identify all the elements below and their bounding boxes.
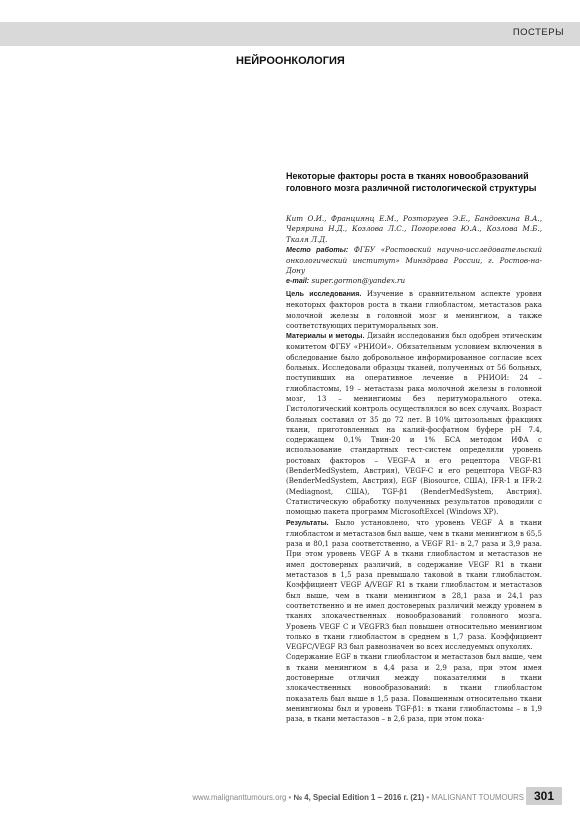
aim-text: Изучение в сравнительном аспекте уровня некоторых факторов роста в ткани глиобластом, метастазов рака молочной железы в головной мозг и менингиом, а также соответствующих перитуморальных зон. (286, 289, 542, 330)
aim-paragraph (286, 289, 542, 331)
footer-separator-1: • (288, 793, 292, 802)
aim-label: Цель исследования. (286, 291, 362, 298)
methods-paragraph (286, 331, 542, 517)
footer-journal: MALIGNANT TOUMOURS (431, 793, 524, 802)
footer-line (192, 793, 524, 802)
article-body (286, 289, 542, 724)
results-label: Результаты. (286, 519, 329, 527)
methods-text: Дизайн исследования был одобрен этическим комитетом ФГБУ «РНИОИ». Обязательным условием включения в обследование было добровольное информированное согласие всех больных. Исследовали образцы тканей, полученных от 56 больных, поступивших на оперативное лечение в РНИОИ: 24 – глиобластомы, 19 – метастазы рака молочной железы в головной мозг, 13 – менингиомы без перитуморального отека. Гистологический контроль осуществлялся во всех случаях. Возраст больных составил от 35 до 72 лет. В 10% цитозольных фракциях ткани, приготовленных на калий-фосфатном буфере pH 7.4, содержащем 0,1% Твин-20 и 1% БСА методом ИФА с использование стандартных тест-систем определяли уровень ростовых факторов – VEGF-A и его рецептора VEGF-R1 (BenderMedSystem, Австрия), VEGF-C и его рецептора VEGF-R3 (BenderMedSystem, Австрия), EGF (Biosource, США), IFR-1 и IFR-2 (Mediagnost, США), TGF-β1 (BenderMedSystem, Австрия). Статистическую обработку полученных результатов проводили с помощью пакета программ MicrosoftExcel (Windows XP). (286, 331, 542, 517)
page-footer (0, 787, 580, 807)
methods-label: Материалы и методы. (286, 333, 365, 341)
workplace-label: Место работы: (286, 245, 349, 255)
footer-separator-2: • (426, 793, 430, 802)
workplace (286, 245, 542, 276)
section-title: НЕЙРООНКОЛОГИЯ (236, 55, 345, 67)
workplace-text: ФГБУ «Ростовский научно-исследовательский онкологический институт» Минздрава России, г. Ростов-на-Дону (286, 245, 543, 276)
article-meta (286, 214, 542, 287)
authors: Кит О.И., Франциянц Е.М., Розторгуев Э.Е., Бандовкина В.А., Черярина Н.Д., Козлова Л.С., Погорелова Ю.А., Козлова М.Б., Ткаля Л.Д. (286, 214, 542, 244)
footer-issue: № 4, Special Edition 1 – 2016 г. (21) (293, 793, 425, 802)
article-title: Некоторые факторы роста в тканях новообразований головного мозга различной гистологической структуры (286, 171, 537, 193)
email-address[interactable]: super.gormon@yandex.ru (311, 276, 406, 286)
page-number: 301 (526, 787, 562, 805)
results-text: Было установлено, что уровень VEGF A в ткани глиобластом и метастазов был выше, чем в ткани менингиом в 65,5 раза и 80,1 раза соответственно, а VEGF R1- в 2,7 раза и 3,9 раза. При этом уровень VEGF A в ткани глиобластом и метастазов не имел достоверных различий, в содержание VEGF R1 в ткани метастазов в 1,5 раза превышало таковой в ткани глиобластом. Коэффициент VEGF A/VEGF R1 в ткани глиобластом и метастазов был выше, чем в ткани менингиом в 28,1 раза и 24,1 раз соответственно и не имел достоверных различий между уровнем в тканях злокачественных новообразований головного мозга. Уровень VEGF C и VEGFR3 был повышен относительно менингиом только в ткани глиобластом в среднем в 1,7 раза. Коэффициент VEGFC/VEGF R3 был равнозначен во всех исследуемых опухолях. (286, 517, 542, 652)
footer-website[interactable]: www.malignanttumours.org (192, 793, 287, 802)
email (286, 276, 542, 286)
results-paragraph (286, 518, 542, 653)
header-bar (0, 22, 580, 46)
results-paragraph-2: Содержание EGF в ткани глиобластом и метастазов был выше, чем в ткани менингиом в 4,4 раза и 2,9 раза, при этом имея достоверные отличия между показателями в ткани злокачественных новообразований: в ткани глиобластом показатель был выше в 1,5 раза. Повышенным относительно ткани менингиомы был и уровень TGF-β1: в ткани глиобластомы – в 1,9 раза, в ткани метастазов – в 2,6 раза, при этом пока- (286, 652, 542, 724)
email-label: e-mail: (286, 276, 310, 286)
section-label: ПОСТЕРЫ (512, 27, 564, 38)
